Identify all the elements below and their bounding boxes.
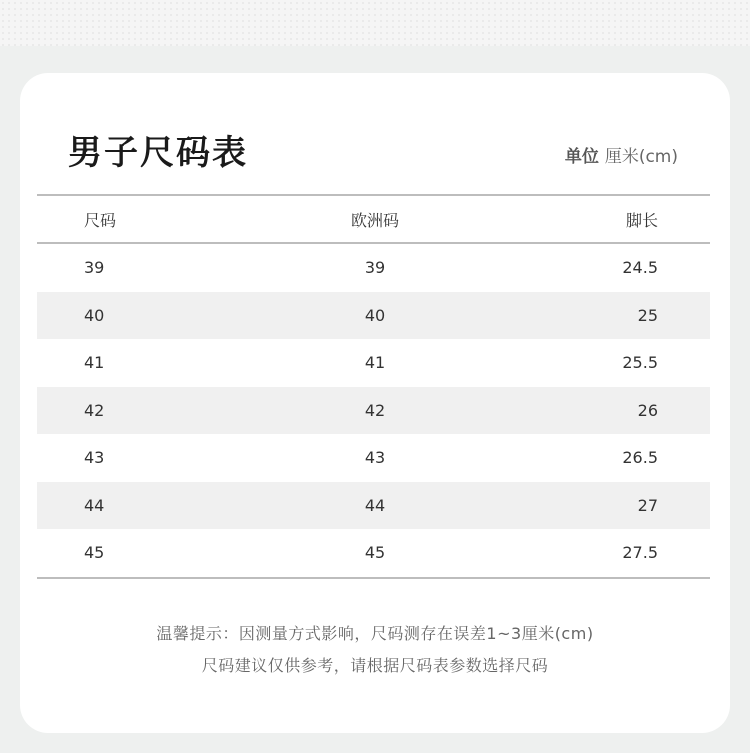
cell-size: 41 — [84, 353, 105, 373]
table-row — [37, 292, 710, 340]
table-row — [37, 529, 710, 577]
cell-foot-length: 25 — [637, 305, 658, 325]
table-row — [37, 434, 710, 482]
unit-value: 厘米(cm) — [604, 147, 678, 167]
table-row — [37, 244, 710, 292]
size-chart-card — [20, 73, 730, 733]
unit-label: 单位 — [564, 147, 599, 167]
cell-foot-length: 26.5 — [622, 448, 658, 468]
cell-foot-length: 27 — [637, 495, 658, 515]
header-size: 尺码 — [84, 210, 117, 230]
header-eu-size: 欧洲码 — [350, 210, 399, 230]
cell-foot-length: 24.5 — [622, 258, 658, 278]
cell-size: 42 — [84, 400, 105, 420]
decorative-background — [0, 0, 750, 46]
size-advice: 尺码建议仅供参考，请根据尺码表参数选择尺码 — [201, 656, 549, 675]
cell-eu-size: 45 — [364, 543, 386, 563]
cell-foot-length: 25.5 — [622, 353, 658, 373]
size-table — [37, 194, 710, 579]
cell-eu-size: 43 — [364, 448, 386, 468]
cell-eu-size: 41 — [364, 353, 386, 373]
cell-size: 40 — [84, 305, 105, 325]
measurement-tip: 温馨提示：因测量方式影响，尺码测存在误差1~3厘米(cm) — [156, 624, 594, 643]
cell-eu-size: 40 — [364, 305, 386, 325]
cell-eu-size: 44 — [364, 495, 386, 515]
cell-eu-size: 39 — [364, 258, 386, 278]
cell-size: 45 — [84, 543, 105, 563]
cell-foot-length: 26 — [637, 400, 658, 420]
table-row — [37, 482, 710, 530]
cell-eu-size: 42 — [364, 400, 386, 420]
cell-foot-length: 27.5 — [622, 543, 658, 563]
cell-size: 44 — [84, 495, 105, 515]
table-row — [37, 387, 710, 435]
header-foot-length: 脚长 — [625, 210, 658, 230]
cell-size: 39 — [84, 258, 105, 278]
table-header-row — [37, 196, 710, 242]
table-row — [37, 339, 710, 387]
table-bottom-divider — [37, 577, 710, 579]
page-title: 男子尺码表 — [68, 133, 248, 173]
unit-indicator — [565, 142, 678, 167]
cell-size: 43 — [84, 448, 105, 468]
